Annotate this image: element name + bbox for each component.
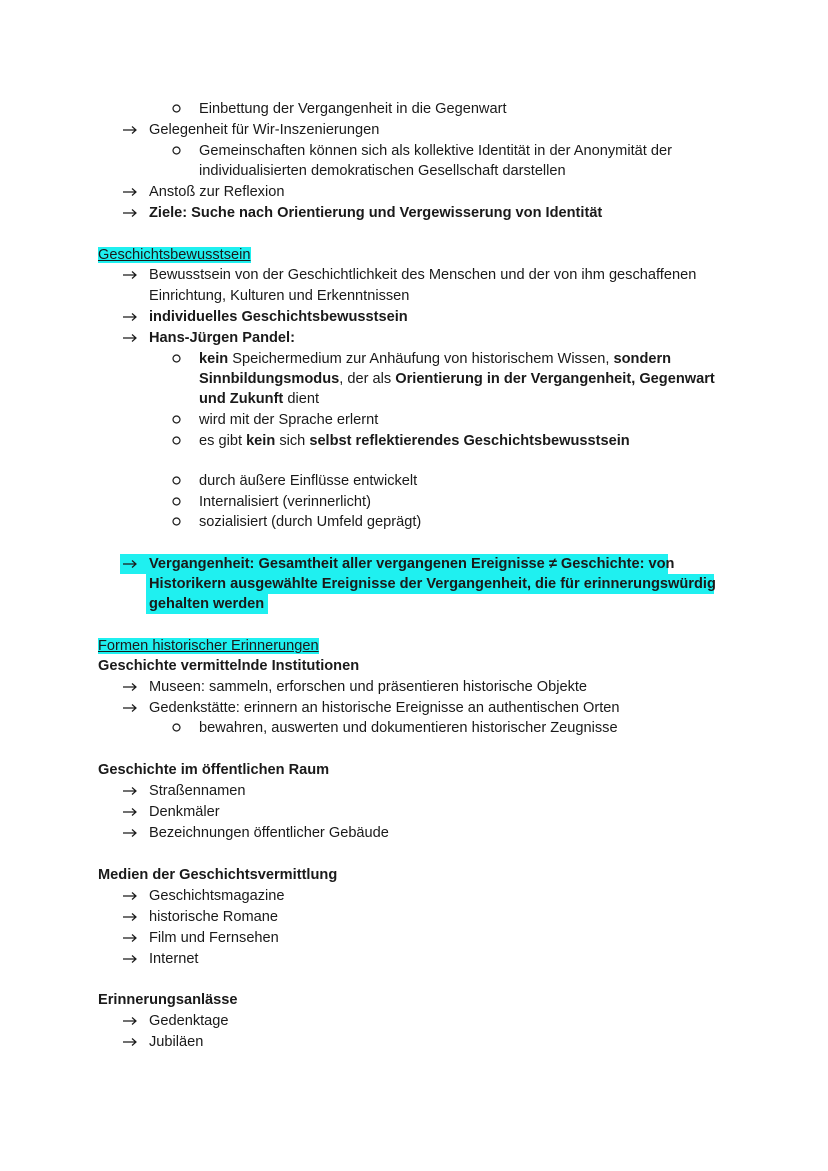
list-text-continued: individualisierten demokratischen Gesellschaft darstellen [199, 163, 566, 179]
section-heading [98, 636, 319, 656]
bullet-circle-icon [172, 512, 186, 526]
bold-text: kein [199, 351, 229, 367]
bullet-circle-icon [172, 471, 186, 485]
list-text: individuelles Geschichtsbewusstsein [149, 309, 408, 325]
subsection-title: Geschichte vermittelnde Institutionen [98, 658, 360, 674]
arrow-right-icon [122, 928, 142, 943]
list-text: Gedenktage [149, 1013, 229, 1029]
arrow-right-icon [122, 120, 142, 135]
list-text-continued: gehalten werden [149, 596, 265, 612]
bullet-circle-icon [172, 431, 186, 445]
arrow-right-icon [122, 949, 142, 964]
heading-text: Formen historischer Erinnerungen [98, 638, 319, 654]
arrow-right-icon [122, 328, 142, 343]
heading-text: Geschichtsbewusstsein [98, 247, 251, 263]
arrow-right-icon [122, 203, 142, 218]
list-text: historische Romane [149, 909, 278, 925]
list-text: bewahren, auswerten und dokumentieren historischer Zeugnisse [199, 720, 618, 736]
bullet-circle-icon [172, 99, 186, 113]
list-text-continued [199, 389, 319, 409]
bold-text: selbst reflektierendes Geschichtsbewusstsein [309, 433, 630, 449]
list-text: Geschichtsmagazine [149, 888, 285, 904]
list-text: Vergangenheit: Gesamtheit aller vergangenen Ereignisse ≠ Geschichte: von [149, 556, 675, 572]
list-text: Jubiläen [149, 1034, 204, 1050]
list-text: Film und Fernsehen [149, 930, 279, 946]
bullet-circle-icon [172, 492, 186, 506]
list-text: Anstoß zur Reflexion [149, 184, 285, 200]
subsection-title: Geschichte im öffentlichen Raum [98, 762, 330, 778]
list-text-continued [199, 369, 715, 389]
subsection-title: Erinnerungsanlässe [98, 992, 238, 1008]
list-text: Gelegenheit für Wir-Inszenierungen [149, 122, 380, 138]
arrow-right-icon [122, 823, 142, 838]
bold-text: Sinnbildungsmodus [199, 371, 340, 387]
list-text: Bewusstsein von der Geschichtlichkeit des Menschen und der von ihm geschaffenen [149, 267, 697, 283]
list-text: wird mit der Sprache erlernt [199, 412, 379, 428]
section-heading [98, 245, 251, 265]
list-text [199, 349, 671, 369]
arrow-right-icon [122, 802, 142, 817]
list-text: sozialisiert (durch Umfeld geprägt) [199, 514, 422, 530]
bullet-circle-icon [172, 410, 186, 424]
list-text-continued: Einrichtung, Kulturen und Erkenntnissen [149, 288, 410, 304]
arrow-right-icon [122, 907, 142, 922]
arrow-right-icon [122, 182, 142, 197]
text-run: es gibt [199, 433, 247, 449]
text-run: dient [283, 391, 319, 407]
text-run: Speichermedium zur Anhäufung von historischem Wissen, [228, 351, 614, 367]
arrow-right-icon [122, 1032, 142, 1047]
bold-text: sondern [613, 351, 672, 367]
bullet-circle-icon [172, 718, 186, 732]
list-text: Einbettung der Vergangenheit in die Gegenwart [199, 101, 507, 117]
subsection-title: Medien der Geschichtsvermittlung [98, 867, 338, 883]
arrow-right-icon [122, 307, 142, 322]
text-run: , der als [339, 371, 396, 387]
bold-text: Orientierung in der Vergangenheit, Gegenwart [395, 371, 715, 387]
list-text: Straßennamen [149, 783, 246, 799]
list-text [199, 431, 630, 451]
arrow-right-icon [122, 698, 142, 713]
list-text: Gedenkstätte: erinnern an historische Ereignisse an authentischen Orten [149, 700, 620, 716]
arrow-right-icon [122, 554, 142, 569]
list-text: Gemeinschaften können sich als kollektive Identität in der Anonymität der [199, 143, 672, 159]
list-text: Ziele: Suche nach Orientierung und Vergewisserung von Identität [149, 205, 603, 221]
bold-text: und Zukunft [199, 391, 284, 407]
list-text: Museen: sammeln, erforschen und präsentieren historische Objekte [149, 679, 588, 695]
arrow-right-icon [122, 781, 142, 796]
text-run: sich [275, 433, 310, 449]
list-text: Internet [149, 951, 199, 967]
bullet-circle-icon [172, 141, 186, 155]
list-text: Denkmäler [149, 804, 220, 820]
bullet-circle-icon [172, 349, 186, 363]
list-text: Internalisiert (verinnerlicht) [199, 494, 371, 510]
list-text: durch äußere Einflüsse entwickelt [199, 473, 418, 489]
arrow-right-icon [122, 265, 142, 280]
arrow-right-icon [122, 677, 142, 692]
list-text-continued: Historikern ausgewählte Ereignisse der Vergangenheit, die für erinnerungswürdig [149, 576, 716, 592]
arrow-right-icon [122, 886, 142, 901]
bold-text: kein [246, 433, 276, 449]
list-text: Hans-Jürgen Pandel: [149, 330, 295, 346]
arrow-right-icon [122, 1011, 142, 1026]
list-text: Bezeichnungen öffentlicher Gebäude [149, 825, 389, 841]
